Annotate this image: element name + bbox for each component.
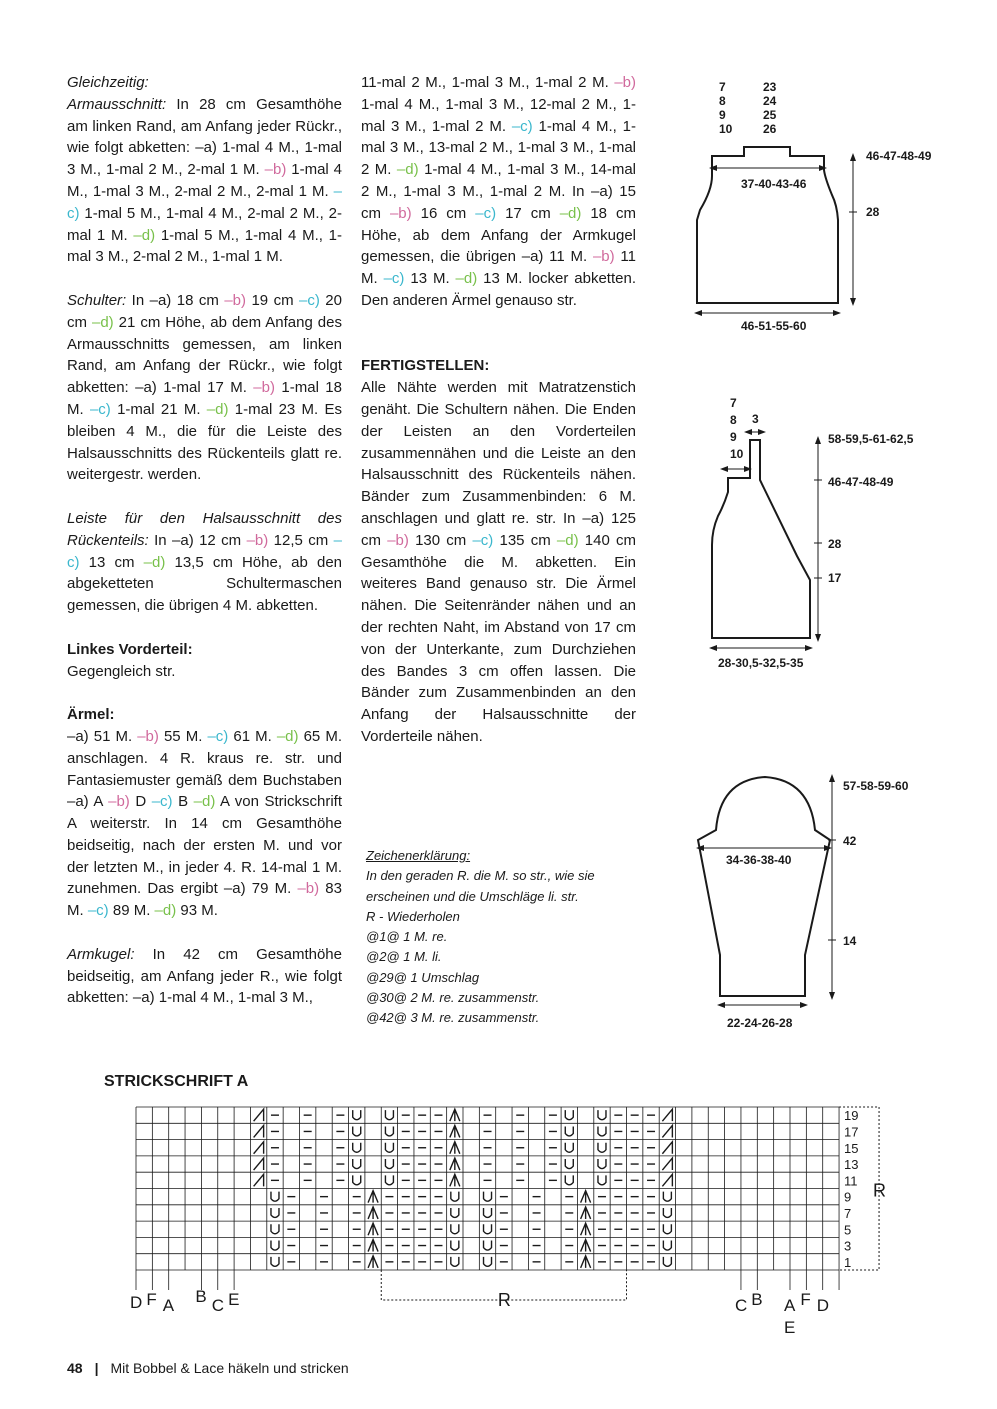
yarn-over-symbol xyxy=(663,1241,671,1251)
yarn-over-symbol xyxy=(385,1143,393,1153)
row-number: 3 xyxy=(844,1238,852,1254)
yarn-over-symbol xyxy=(451,1208,459,1218)
k2tog-symbol xyxy=(662,1109,672,1121)
front-schematic xyxy=(712,440,810,638)
yarn-over-symbol xyxy=(598,1110,606,1120)
size-marker-left: D xyxy=(130,1293,143,1312)
size-marker-left: F xyxy=(146,1290,157,1309)
front-band-width: 3 xyxy=(752,412,759,426)
footer-separator: | xyxy=(94,1360,99,1376)
back-label: 25 xyxy=(763,108,777,122)
yarn-over-symbol xyxy=(565,1159,573,1169)
yarn-over-symbol xyxy=(663,1257,671,1267)
chart-title: STRICKSCHRIFT A xyxy=(104,1073,249,1090)
back-schematic xyxy=(697,147,838,303)
yarn-over-symbol xyxy=(663,1208,671,1218)
k2tog-symbol xyxy=(254,1109,264,1121)
paragraph-sleeve: Ärmel: –a) 51 M. –b) 55 M. –c) 61 M. –d) 65 M. anschlagen. 4 R. kraus re. str. und Fantasiemuster gemäß dem Buchstaben –a) A –b) D –c) B –d) A von Strickschrift A weiterstr. In 14 cm Gesamthöhe beidseitig, nach der ersten M. und vor der letzten M., in jeder 4. R. 14-mal 1 M. zunehmen. Das ergibt –a) 79 M. –b) 83 M. –c) 89 M. –d) 93 M. xyxy=(67,706,343,920)
k3tog-symbol xyxy=(581,1240,591,1252)
yarn-over-symbol xyxy=(484,1257,492,1267)
yarn-over-symbol xyxy=(385,1126,393,1136)
legend-line: R - Wiederholen xyxy=(366,908,460,924)
k3tog-symbol xyxy=(450,1125,460,1137)
k3tog-symbol xyxy=(581,1191,591,1203)
yarn-over-symbol xyxy=(565,1143,573,1153)
yarn-over-symbol xyxy=(271,1224,279,1234)
back-shoulder-width: 37-40-43-46 xyxy=(741,177,807,191)
sleeve-schematic xyxy=(698,777,830,996)
k2tog-symbol xyxy=(662,1125,672,1137)
row-number: 15 xyxy=(844,1140,859,1156)
front-h1: 46-47-48-49 xyxy=(828,475,894,489)
page-number: 48 xyxy=(67,1360,83,1376)
legend-line: @30@ 2 M. re. zusammenstr. xyxy=(366,990,540,1006)
back-label: 9 xyxy=(719,108,726,122)
back-label: 7 xyxy=(719,80,726,94)
size-marker-left: B xyxy=(195,1287,207,1306)
row-number: 9 xyxy=(844,1189,852,1205)
repeat-label-right: R xyxy=(873,1180,887,1201)
k2tog-symbol xyxy=(662,1142,672,1154)
k3tog-symbol xyxy=(368,1223,378,1235)
paragraph-shoulder: Schulter: In –a) 18 cm –b) 19 cm –c) 20 cm –d) 21 cm Höhe, ab dem Anfang des Armausschnitts gemessen, am linken Rand, am Anfang der Rückr., wie folgt abketten: –a) 1-mal 17 M. –b) 1-mal 18 M. –c) 1-mal 21 M. –d) 1-mal 23 M. Es bleiben 4 M., die für die Leiste des Halsausschnitts des Rückenteils glatt re. weitergestr. werden. xyxy=(67,291,342,484)
yarn-over-symbol xyxy=(271,1208,279,1218)
front-dimensions xyxy=(713,432,822,648)
size-marker-right: D xyxy=(816,1296,829,1315)
yarn-over-symbol xyxy=(385,1110,393,1120)
paragraph-sleeve-cap-cont: 11-mal 2 M., 1-mal 3 M., 1-mal 2 M. –b) 1-mal 4 M., 1-mal 3 M., 12-mal 2 M., 1-mal 3 M., 1-mal 2 M. –c) 1-mal 4 M., 1-mal 3 M., 13-mal 2 M., 1-mal 3 M., 1-mal 2 M. –d) 1-mal 4 M., 1-mal 3 M., 14-mal 2 M., 1-mal 3 M., 1-mal 2 M. In –a) 15 cm –b) 16 cm –c) 17 cm –d) 18 cm Höhe, ab dem Anfang der Armkugel gemessen, die übrigen –a) 11 M. –b) 11 M. –c) 13 M. –d) 13 M. locker abketten. Den anderen Ärmel genauso str. xyxy=(361,74,637,309)
k2tog-symbol xyxy=(662,1174,672,1186)
legend-line: @42@ 3 M. re. zusammenstr. xyxy=(366,1010,540,1026)
row-number: 7 xyxy=(844,1205,852,1221)
size-marker-right: C xyxy=(734,1296,748,1315)
k3tog-symbol xyxy=(368,1256,378,1268)
yarn-over-symbol xyxy=(484,1192,492,1202)
paragraph-left-front: Linkes Vorderteil: Gegengleich str. xyxy=(67,640,193,680)
size-marker-left: C xyxy=(211,1296,225,1315)
legend-line: erscheinen und die Umschläge li. str. xyxy=(366,888,579,904)
k3tog-symbol xyxy=(581,1256,591,1268)
row-number: 19 xyxy=(844,1108,859,1124)
k2tog-symbol xyxy=(254,1142,264,1154)
size-marker-right: B xyxy=(751,1290,763,1309)
yarn-over-symbol xyxy=(353,1143,361,1153)
sleeve-cap-height: 42 xyxy=(843,834,857,848)
yarn-over-symbol xyxy=(353,1126,361,1136)
k3tog-symbol xyxy=(450,1174,460,1186)
paragraph-sleeve-cap: Armkugel: In 42 cm Gesamthöhe beidseitig, am Anfang jeder R., wie folgt abketten: –a) 1-mal 4 M., 1-mal 3 M., xyxy=(67,945,342,1007)
back-label: 8 xyxy=(719,94,726,108)
front-h3: 17 xyxy=(828,571,842,585)
legend-title: Zeichenerklärung: xyxy=(366,848,471,863)
yarn-over-symbol xyxy=(484,1208,492,1218)
yarn-over-symbol xyxy=(565,1175,573,1185)
yarn-over-symbol xyxy=(598,1126,606,1136)
yarn-over-symbol xyxy=(353,1110,361,1120)
yarn-over-symbol xyxy=(663,1224,671,1234)
yarn-over-symbol xyxy=(451,1192,459,1202)
sleeve-upper-width: 34-36-38-40 xyxy=(726,853,792,867)
k3tog-symbol xyxy=(581,1223,591,1235)
yarn-over-symbol xyxy=(271,1192,279,1202)
yarn-over-symbol xyxy=(598,1175,606,1185)
front-label: 10 xyxy=(730,447,744,461)
yarn-over-symbol xyxy=(598,1143,606,1153)
yarn-over-symbol xyxy=(451,1257,459,1267)
back-label: 23 xyxy=(763,80,777,94)
yarn-over-symbol xyxy=(484,1241,492,1251)
k3tog-symbol xyxy=(450,1109,460,1121)
k2tog-symbol xyxy=(662,1158,672,1170)
row-number: 1 xyxy=(844,1254,852,1270)
size-marker-right: F xyxy=(800,1290,811,1309)
sleeve-cuff-width: 22-24-26-28 xyxy=(727,1016,793,1030)
size-marker-left: A xyxy=(162,1296,175,1315)
k2tog-symbol xyxy=(254,1158,264,1170)
k2tog-symbol xyxy=(254,1125,264,1137)
back-total-height: 46-47-48-49 xyxy=(866,149,932,163)
front-total-height: 58-59,5-61-62,5 xyxy=(828,432,914,446)
k3tog-symbol xyxy=(581,1207,591,1219)
yarn-over-symbol xyxy=(271,1257,279,1267)
yarn-over-symbol xyxy=(451,1241,459,1251)
back-bottom-width: 46-51-55-60 xyxy=(741,319,807,333)
row-number: 17 xyxy=(844,1124,859,1140)
size-marker-right: A xyxy=(784,1296,796,1315)
page-footer xyxy=(67,1360,349,1376)
back-armhole-height: 28 xyxy=(866,205,880,219)
yarn-over-symbol xyxy=(451,1224,459,1234)
k3tog-symbol xyxy=(450,1142,460,1154)
legend-line: @2@ 1 M. li. xyxy=(366,949,442,965)
row-number: 13 xyxy=(844,1157,859,1173)
sleeve-total-height: 57-58-59-60 xyxy=(843,779,909,793)
front-label: 7 xyxy=(730,396,737,410)
k2tog-symbol xyxy=(254,1174,264,1186)
yarn-over-symbol xyxy=(271,1241,279,1251)
yarn-over-symbol xyxy=(565,1110,573,1120)
yarn-over-symbol xyxy=(598,1159,606,1169)
size-marker-left: E xyxy=(228,1290,240,1309)
yarn-over-symbol xyxy=(385,1159,393,1169)
paragraph-armhole: Gleichzeitig: Armausschnitt: In 28 cm Gesamthöhe am linken Rand, am Anfang jeder Rückr., wie folgt abketten: –a) 1-mal 4 M., 1-mal 3 M., 1-mal 2 M., 2-mal 1 M. –b) 1-mal 4 M., 1-mal 3 M., 2-mal 2 M., 2-mal 1 M. –c) 1-mal 5 M., 1-mal 4 M., 2-mal 2 M., 2-mal 1 M. –d) 1-mal 5 M., 1-mal 4 M., 1-mal 3 M., 2-mal 2 M., 1-mal 1 M. xyxy=(67,74,342,266)
legend-line: In den geraden R. die M. so str., wie sie xyxy=(366,868,595,884)
back-label: 26 xyxy=(763,122,777,136)
front-bottom-width: 28-30,5-32,5-35 xyxy=(718,656,804,670)
sleeve-widening-height: 14 xyxy=(843,934,857,948)
size-marker-right: E xyxy=(784,1318,796,1337)
legend-line: @29@ 1 Umschlag xyxy=(366,969,480,985)
legend-line: @1@ 1 M. re. xyxy=(366,929,448,945)
yarn-over-symbol xyxy=(353,1175,361,1185)
row-number: 5 xyxy=(844,1222,852,1238)
k3tog-symbol xyxy=(368,1240,378,1252)
back-label: 10 xyxy=(719,122,733,136)
book-title: Mit Bobbel & Lace häkeln und stricken xyxy=(110,1360,349,1376)
k3tog-symbol xyxy=(368,1191,378,1203)
k3tog-symbol xyxy=(450,1158,460,1170)
yarn-over-symbol xyxy=(385,1175,393,1185)
front-label: 9 xyxy=(730,430,737,444)
repeat-label-bottom: R xyxy=(497,1290,511,1310)
yarn-over-symbol xyxy=(663,1192,671,1202)
back-label: 24 xyxy=(763,94,777,108)
yarn-over-symbol xyxy=(353,1159,361,1169)
yarn-over-symbol xyxy=(484,1224,492,1234)
row-number: 11 xyxy=(844,1173,858,1189)
knitting-chart xyxy=(0,1095,997,1345)
paragraph-finishing: FERTIGSTELLEN: Alle Nähte werden mit Matratzenstich genäht. Die Schultern nähen. Die Enden der Leisten an den Vorderteilen zusammennähen und die Leiste an den Halsausschnitt des Rückenteils nähen. Bänder zum Zusammenbinden: 6 M. anschlagen und glatt re. str. In –a) 125 cm –b) 130 cm –c) 135 cm –d) 140 cm Gesamthöhe die M. abketten. Ein weiteres Band genauso str. Die Ärmel nähen. Die Seitenränder nähen und an der rechten Naht, im Abstand von 17 cm von der Unterkante, zum Durchziehen des Bandes 3 cm offen lassen. Die Bänder zum Zusammenbinden an den Anfang der Halsausschnitte der Vorderteile nähen. xyxy=(361,357,636,745)
paragraph-neck-band: Leiste für den Halsausschnitt des Rückenteils: In –a) 12 cm –b) 12,5 cm –c) 13 cm –d) 13,5 cm Höhe, ab den abgeketteten Schultermaschen gemessen, die übrigen 4 M. abketten. xyxy=(67,509,343,615)
yarn-over-symbol xyxy=(565,1126,573,1136)
k3tog-symbol xyxy=(368,1207,378,1219)
front-label: 8 xyxy=(730,413,737,427)
front-h2: 28 xyxy=(828,537,842,551)
